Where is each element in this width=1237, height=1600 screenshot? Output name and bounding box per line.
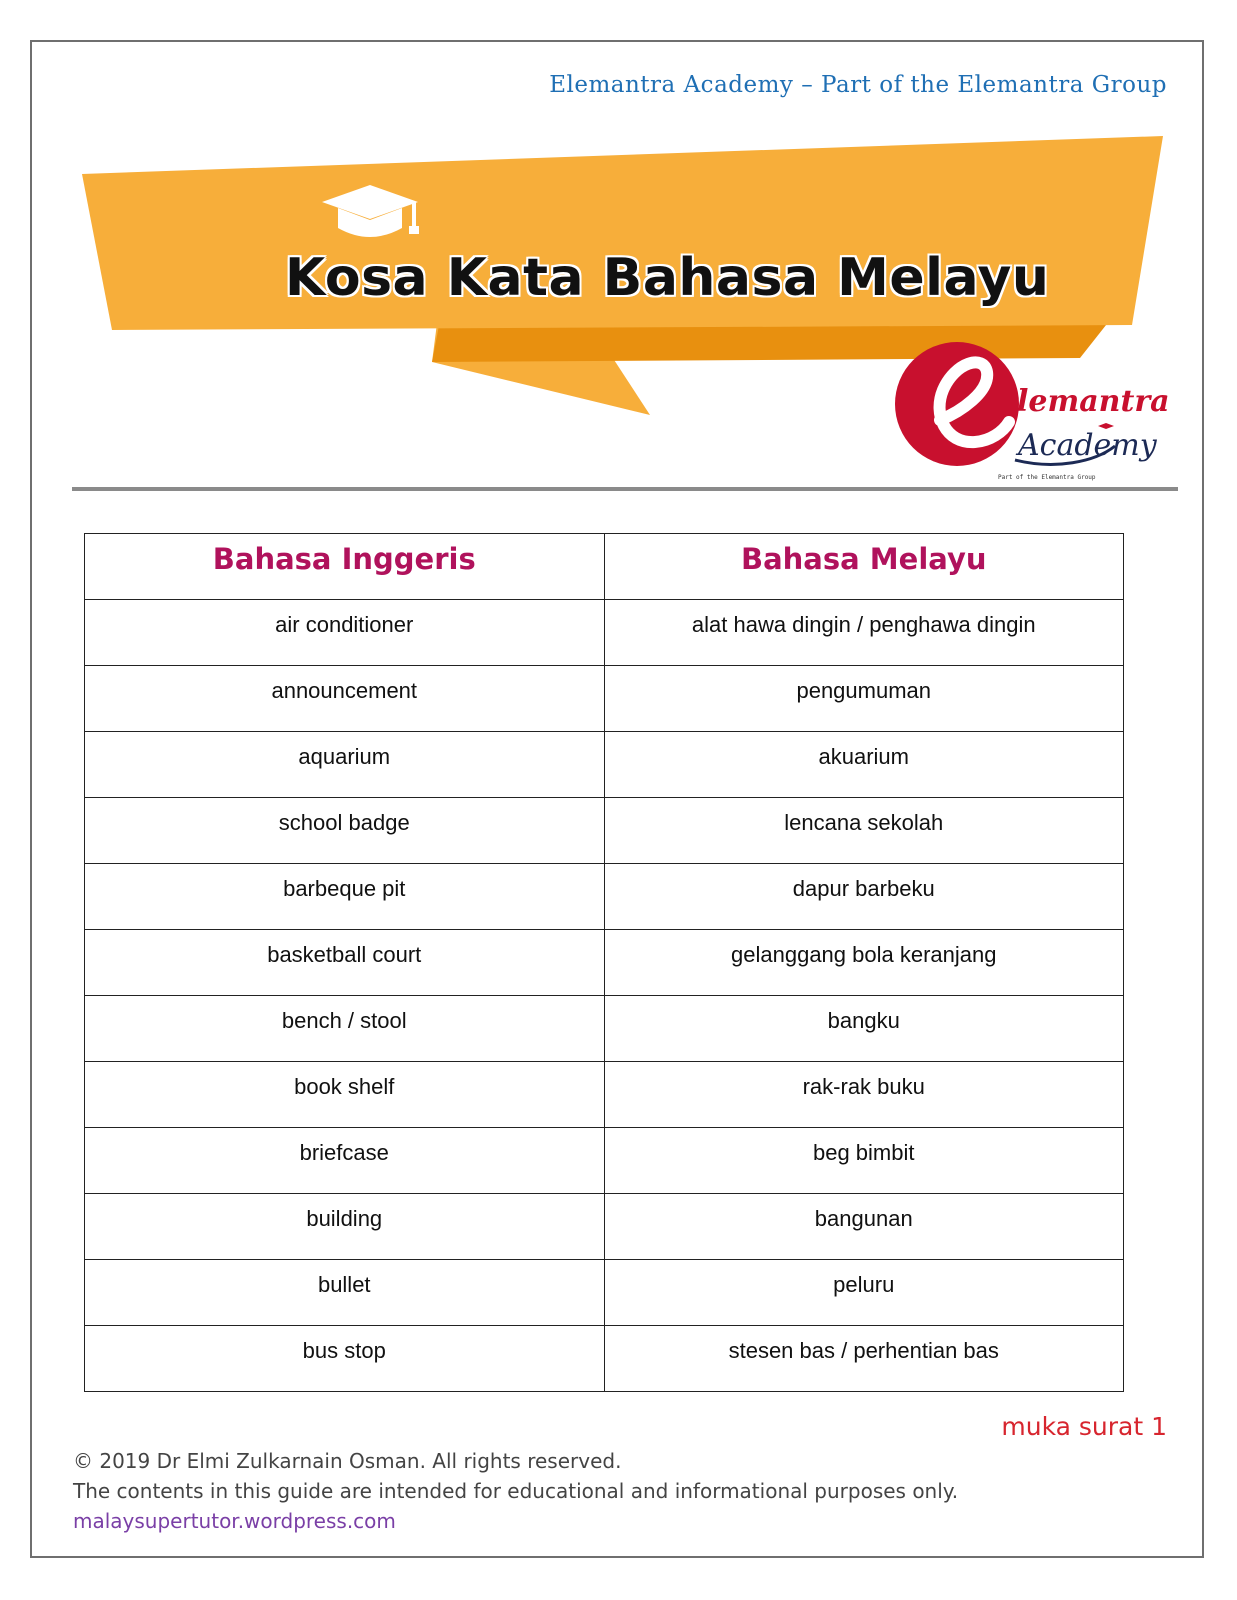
logo-circle xyxy=(895,342,1019,466)
table-row xyxy=(85,1260,1124,1326)
english-word: air conditioner xyxy=(85,600,605,666)
footer xyxy=(73,1446,958,1536)
table-row xyxy=(85,798,1124,864)
header-organization: Elemantra Academy – Part of the Elemantra Group xyxy=(549,72,1167,98)
table-row xyxy=(85,864,1124,930)
table-row xyxy=(85,930,1124,996)
english-word: announcement xyxy=(85,666,605,732)
logo-word-academy: Academy xyxy=(1018,428,1157,463)
vocabulary-table xyxy=(84,533,1124,1392)
table-row xyxy=(85,600,1124,666)
english-word: briefcase xyxy=(85,1128,605,1194)
column-header-malay: Bahasa Melayu xyxy=(604,534,1124,600)
malay-word: beg bimbit xyxy=(604,1128,1124,1194)
malay-word: bangku xyxy=(604,996,1124,1062)
malay-word: stesen bas / perhentian bas xyxy=(604,1326,1124,1392)
malay-word: rak-rak buku xyxy=(604,1062,1124,1128)
english-word: bench / stool xyxy=(85,996,605,1062)
footer-copyright: © 2019 Dr Elmi Zulkarnain Osman. All rights reserved. xyxy=(73,1449,622,1473)
footer-disclaimer: The contents in this guide are intended for educational and informational purposes only. xyxy=(73,1479,959,1503)
table-row xyxy=(85,732,1124,798)
english-word: bus stop xyxy=(85,1326,605,1392)
malay-word: pengumuman xyxy=(604,666,1124,732)
malay-word: bangunan xyxy=(604,1194,1124,1260)
logo-tagline: Part of the Elemantra Group xyxy=(998,474,1096,481)
page-number: muka surat 1 xyxy=(1001,1412,1167,1441)
english-word: bullet xyxy=(85,1260,605,1326)
malay-word: akuarium xyxy=(604,732,1124,798)
english-word: basketball court xyxy=(85,930,605,996)
column-header-english: Bahasa Inggeris xyxy=(85,534,605,600)
table-header-row xyxy=(85,534,1124,600)
malay-word: lencana sekolah xyxy=(604,798,1124,864)
english-word: aquarium xyxy=(85,732,605,798)
header-divider xyxy=(72,487,1178,491)
english-word: book shelf xyxy=(85,1062,605,1128)
table-row xyxy=(85,666,1124,732)
table-row xyxy=(85,1062,1124,1128)
table-row xyxy=(85,1326,1124,1392)
malay-word: alat hawa dingin / penghawa dingin xyxy=(604,600,1124,666)
table-row xyxy=(85,1128,1124,1194)
english-word: barbeque pit xyxy=(85,864,605,930)
malay-word: dapur barbeku xyxy=(604,864,1124,930)
english-word: school badge xyxy=(85,798,605,864)
table-row xyxy=(85,996,1124,1062)
table-row xyxy=(85,1194,1124,1260)
logo-word-elemantra: lemantra xyxy=(1017,384,1170,419)
malay-word: gelanggang bola keranjang xyxy=(604,930,1124,996)
footer-website-link[interactable]: malaysupertutor.wordpress.com xyxy=(73,1509,396,1533)
malay-word: peluru xyxy=(604,1260,1124,1326)
page-title: Kosa Kata Bahasa Melayu xyxy=(285,248,1050,308)
english-word: building xyxy=(85,1194,605,1260)
